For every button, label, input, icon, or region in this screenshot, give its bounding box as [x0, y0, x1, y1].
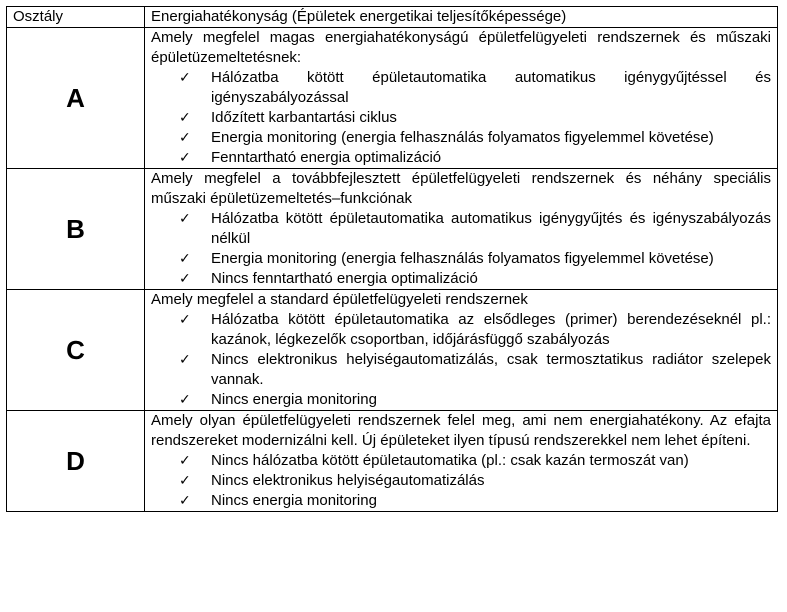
description-cell-c — [145, 290, 778, 411]
checkmark-icon: ✓ — [179, 130, 191, 146]
list-item — [179, 249, 771, 269]
description-intro: Amely megfelel a standard épületfelügyeleti rendszernek — [151, 291, 528, 308]
checklist — [151, 68, 771, 168]
description-cell-b — [145, 169, 778, 290]
list-item-text: Nincs fenntartható energia optimalizáció — [211, 270, 478, 287]
list-item — [179, 390, 771, 410]
list-item-text: Nincs elektronikus helyiségautomatizálás, csak termosztatikus radiátor szelepek vannak. — [211, 351, 771, 388]
list-item-text: Nincs hálózatba kötött épületautomatika (pl.: csak kazán termoszát van) — [211, 452, 689, 469]
list-item — [179, 68, 771, 108]
list-item — [179, 451, 771, 471]
description-intro: Amely megfelel magas energiahatékonyságú épületfelügyeleti rendszernek és műszaki épületüzemeltetésnek: — [151, 29, 771, 66]
list-item — [179, 471, 771, 491]
list-item — [179, 269, 771, 289]
checkmark-icon: ✓ — [179, 453, 191, 469]
table-row-c — [7, 290, 778, 411]
list-item-text: Nincs energia monitoring — [211, 391, 377, 408]
checkmark-icon: ✓ — [179, 352, 191, 368]
checklist — [151, 310, 771, 410]
class-label-b: B — [7, 169, 145, 290]
table-header-row — [7, 7, 778, 28]
description-cell-d — [145, 411, 778, 512]
class-label-d: D — [7, 411, 145, 512]
list-item — [179, 209, 771, 249]
checkmark-icon: ✓ — [179, 211, 191, 227]
list-item — [179, 491, 771, 511]
checkmark-icon: ✓ — [179, 70, 191, 86]
list-item — [179, 108, 771, 128]
list-item-text: Energia monitoring (energia felhasználás folyamatos figyelemmel követése) — [211, 129, 714, 146]
energy-efficiency-table — [6, 6, 778, 512]
list-item-text: Energia monitoring (energia felhasználás folyamatos figyelemmel követése) — [211, 250, 714, 267]
checklist — [151, 451, 771, 511]
list-item-text: Időzített karbantartási ciklus — [211, 109, 397, 126]
checkmark-icon: ✓ — [179, 271, 191, 287]
class-column-header: Osztály — [7, 7, 145, 28]
list-item-text: Nincs energia monitoring — [211, 492, 377, 509]
list-item-text: Hálózatba kötött épületautomatika automatikus igénygyűjtés és igényszabályozás nélkül — [211, 210, 771, 247]
list-item-text: Nincs elektronikus helyiségautomatizálás — [211, 472, 485, 489]
list-item — [179, 350, 771, 390]
checkmark-icon: ✓ — [179, 110, 191, 126]
description-intro: Amely olyan épületfelügyeleti rendszernek felel meg, ami nem energiahatékony. Az efajta rendszereket modernizálni kell. Új épületeket ilyen típusú rendszerekkel nem lehet építeni. — [151, 412, 771, 449]
table-row-b — [7, 169, 778, 290]
checkmark-icon: ✓ — [179, 312, 191, 328]
checkmark-icon: ✓ — [179, 473, 191, 489]
checkmark-icon: ✓ — [179, 150, 191, 166]
class-label-c: C — [7, 290, 145, 411]
checkmark-icon: ✓ — [179, 493, 191, 509]
table-row-a — [7, 28, 778, 169]
checklist — [151, 209, 771, 289]
class-label-a: A — [7, 28, 145, 169]
description-intro: Amely megfelel a továbbfejlesztett épületfelügyeleti rendszernek és néhány speciális műszaki épületüzemeltetés–funkciónak — [151, 170, 771, 207]
table-row-d — [7, 411, 778, 512]
list-item — [179, 128, 771, 148]
list-item — [179, 310, 771, 350]
checkmark-icon: ✓ — [179, 392, 191, 408]
list-item — [179, 148, 771, 168]
list-item-text: Fenntartható energia optimalizáció — [211, 149, 442, 166]
list-item-text: Hálózatba kötött épületautomatika automatikus igénygyűjtéssel és igényszabályozással — [211, 69, 771, 106]
description-cell-a — [145, 28, 778, 169]
checkmark-icon: ✓ — [179, 251, 191, 267]
list-item-text: Hálózatba kötött épületautomatika az elsődleges (primer) berendezéseknél pl.: kazánok, légkezelők csoportban, időjárásfüggő szabályozás — [211, 311, 771, 348]
description-column-header: Energiahatékonyság (Épületek energetikai teljesítőképessége) — [145, 7, 778, 28]
